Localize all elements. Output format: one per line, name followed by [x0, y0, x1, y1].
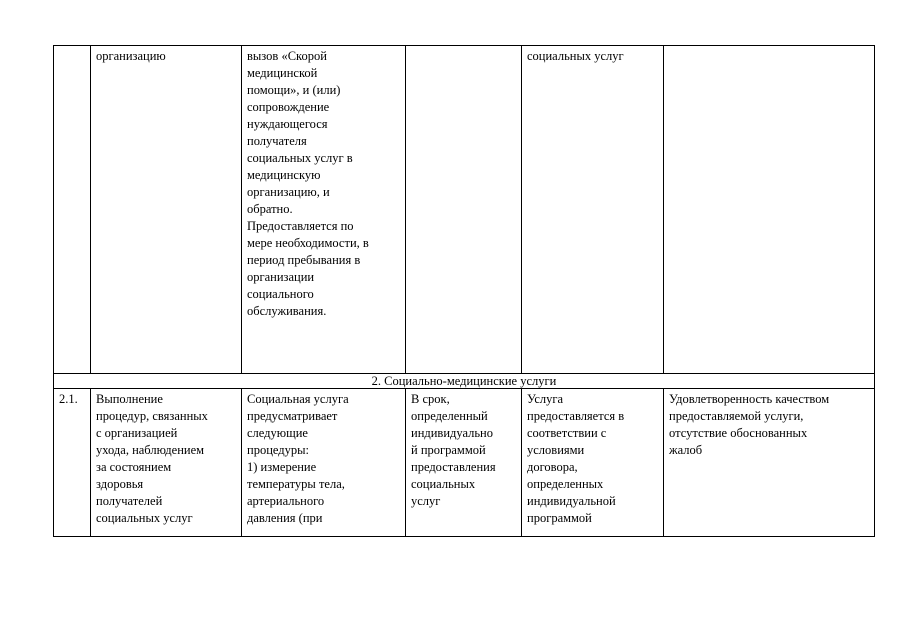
- service-conditions-cell: [522, 46, 664, 374]
- service-name: организацию: [96, 49, 166, 63]
- table-row: [54, 46, 875, 374]
- row-number: 2.1.: [59, 392, 78, 406]
- row-number-cell: [54, 46, 91, 374]
- table-row: [54, 389, 875, 537]
- service-term: В срок, определенный индивидуально й программой предоставления социальных услуг: [411, 392, 496, 508]
- service-name-cell: [91, 46, 242, 374]
- service-term-cell: [406, 389, 522, 537]
- service-quality-cell: [664, 46, 875, 374]
- service-quality: Удовлетворенность качеством предоставляемой услуги, отсутствие обоснованных жалоб: [669, 392, 830, 457]
- service-quality-cell: [664, 389, 875, 537]
- service-name-cell: [91, 389, 242, 537]
- service-name: Выполнение процедур, связанных с организацией ухода, наблюдением за состоянием здоровья получателей социальных услуг: [96, 392, 208, 525]
- row-number-cell: [54, 389, 91, 537]
- services-table: [53, 45, 875, 537]
- section-title: 2. Социально-медицинские услуги: [54, 374, 875, 389]
- service-conditions: Услуга предоставляется в соответствии с условиями договора, определенных индивидуальной программой: [527, 392, 625, 525]
- service-conditions: социальных услуг: [527, 49, 624, 63]
- service-conditions-cell: [522, 389, 664, 537]
- service-content-cell: [242, 389, 406, 537]
- service-content: вызов «Скорой медицинской помощи», и (или) сопровождение нуждающегося получателя социальных услуг в медицинскую организацию, и обратно. Предоставляется по мере необходимости, в период пребывания в организации социального обслуживания.: [247, 49, 369, 318]
- service-term-cell: [406, 46, 522, 374]
- section-header-row: [54, 374, 875, 389]
- service-content: Социальная услуга предусматривает следующие процедуры: 1) измерение температуры тела, артериального давления (при: [247, 392, 349, 525]
- service-content-cell: [242, 46, 406, 374]
